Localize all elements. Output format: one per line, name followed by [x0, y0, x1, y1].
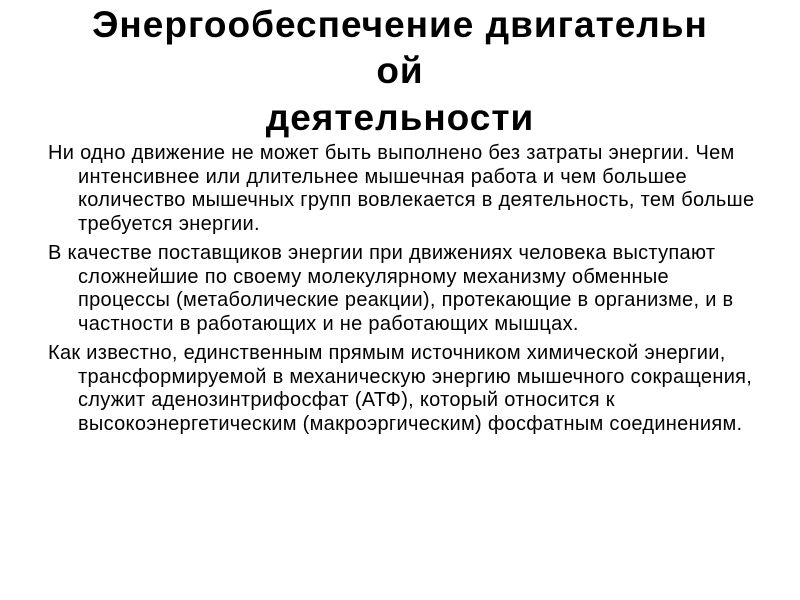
- slide-title-line-3: деятельности: [265, 97, 535, 138]
- slide-title: [0, 0, 800, 140]
- slide-body: [48, 142, 758, 442]
- slide-title-line-1: Энергообеспечение двигательн: [92, 4, 708, 45]
- slide-title-line-2: ой: [376, 50, 424, 91]
- paragraph-atp-source: Как известно, единственным прямым источником химической энергии, трансформируемой в механическую энергию мышечного сокращения, служит аденозинтрифосфат (АТФ), который относится к высокоэнергетическим (макроэргическим) фосфатным соединениям.: [48, 342, 753, 435]
- paragraph-energy-requirement: Ни одно движение не может быть выполнено без затраты энергии. Чем интенсивнее или длительнее мышечная работа и чем большее количество мышечных групп вовлекается в деятельность, тем больше требуется энергии.: [48, 142, 755, 235]
- paragraph-energy-suppliers: В качестве поставщиков энергии при движениях человека выступают сложнейшие по своему молекулярному механизму обменные процессы (метаболические реакции), протекающие в организме, и в частности в работающих и не работающих мышцах.: [48, 242, 734, 335]
